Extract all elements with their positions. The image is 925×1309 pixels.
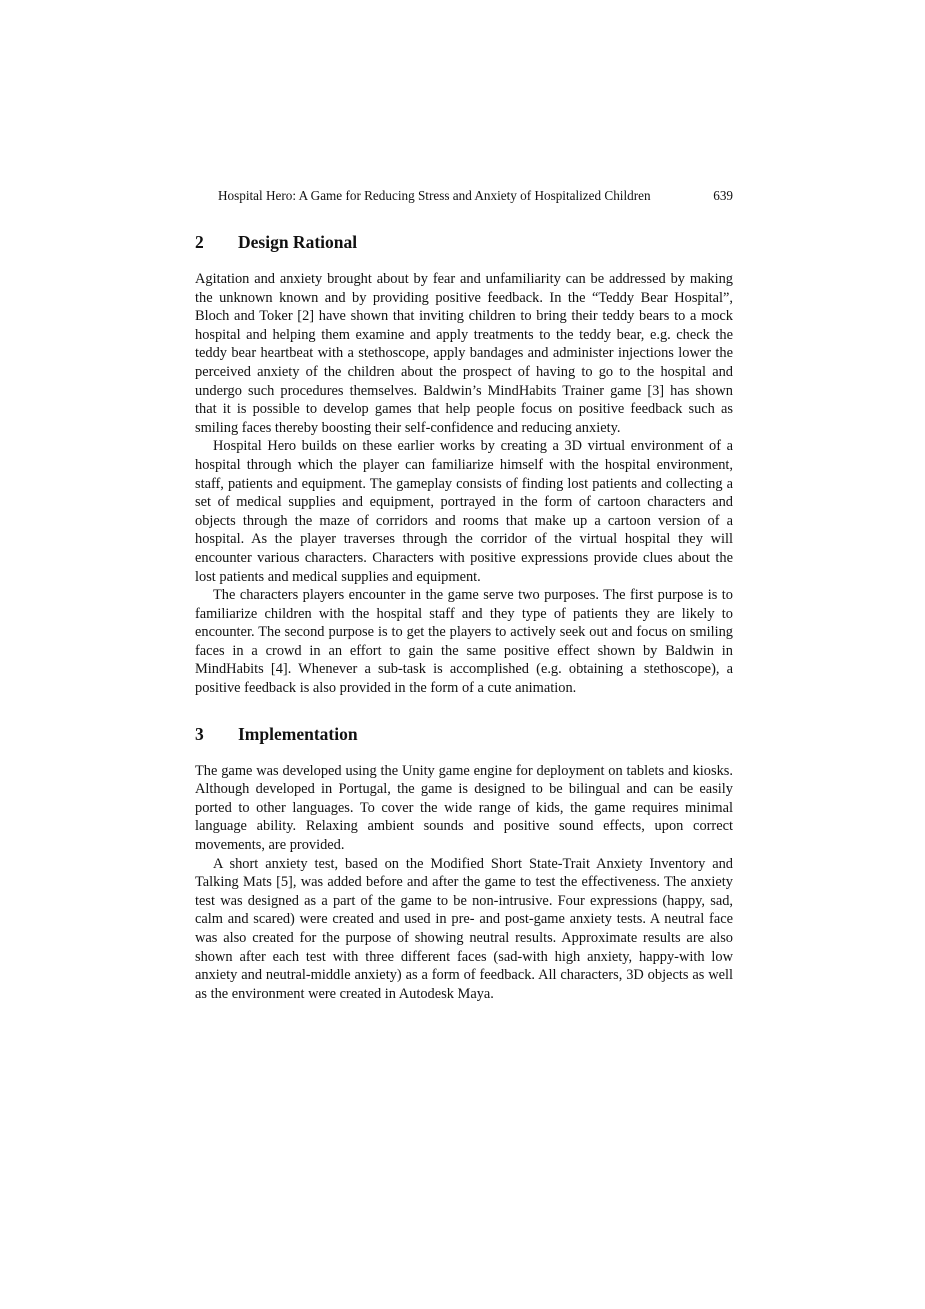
paragraph: Agitation and anxiety brought about by fear and unfamiliarity can be addressed by making the unknown known and by providing positive feedback. In the “Teddy Bear Hospital”, Bloch and Toker [2] have shown that inviting children to bring their teddy bears to a mock hospital and helping them examine and apply treatments to the teddy bear, e.g. check the teddy bear heartbeat with a stethoscope, apply bandages and administer injections lower the perceived anxiety of the children about the prospect of having to go to the hospital and undergo such procedures themselves. Baldwin’s MindHabits Trainer game [3] has shown that it is possible to develop games that help people focus on positive feedback such as smiling faces thereby boosting their self-confidence and reducing anxiety. (195, 271, 733, 436)
section-design-rational (195, 231, 733, 698)
section-title: Implementation (238, 723, 358, 744)
paragraph: The characters players encounter in the game serve two purposes. The first purpose is to familiarize children with the hospital staff and they type of patients they are likely to encounter. The second purpose is to get the players to actively seek out and focus on smiling faces in a crowd in an effort to gain the same positive effect shown by Baldwin in MindHabits [4]. Whenever a sub-task is accomplished (e.g. obtaining a stethoscope), a positive feedback is also provided in the form of a cute animation. (195, 587, 733, 697)
paragraph: A short anxiety test, based on the Modified Short State-Trait Anxiety Inventory and Talking Mats [5], was added before and after the game to test the effectiveness. The anxiety test was designed as a part of the game to be non-intrusive. Four expressions (happy, sad, calm and scared) were created and used in pre- and post-game anxiety tests. A neutral face was also created for the purpose of showing neutral results. Approximate results are also shown after each test with three different faces (sad-with high anxiety, happy-with low anxiety and neutral-middle anxiety) as a form of feedback. All characters, 3D objects as well as the environment were created in Autodesk Maya. (195, 855, 733, 1002)
section-heading (195, 723, 733, 745)
section-number: 3 (195, 723, 204, 744)
running-header (195, 187, 733, 205)
paper-page (195, 187, 733, 1003)
section-heading (195, 231, 733, 253)
section-implementation (195, 723, 733, 1004)
page-number: 639 (713, 188, 733, 203)
paragraph: Hospital Hero builds on these earlier works by creating a 3D virtual environment of a hospital through which the player can familiarize himself with the hospital environment, staff, patients and equipment. The gameplay consists of finding lost patients and collecting a set of medical supplies and equipment, portrayed in the form of cartoon characters and objects through the maze of corridors and rooms that make up a cartoon version of a hospital. As the player traverses through the corridor of the virtual hospital they will encounter various characters. Characters with positive expressions provide clues about the lost patients and medical supplies and equipment. (195, 438, 733, 585)
section-number: 2 (195, 232, 204, 252)
section-title: Design Rational (238, 232, 358, 252)
paragraph: The game was developed using the Unity game engine for deployment on tablets and kiosks. Although developed in Portugal, the game is designed to be bilingual and can be easily ported to other languages. To cover the wide range of kids, the game requires minimal language ability. Relaxing ambient sounds and positive sound effects, upon correct movements, are provided. (195, 762, 733, 854)
running-title: Hospital Hero: A Game for Reducing Stress and Anxiety of Hospitalized Children (218, 188, 651, 203)
